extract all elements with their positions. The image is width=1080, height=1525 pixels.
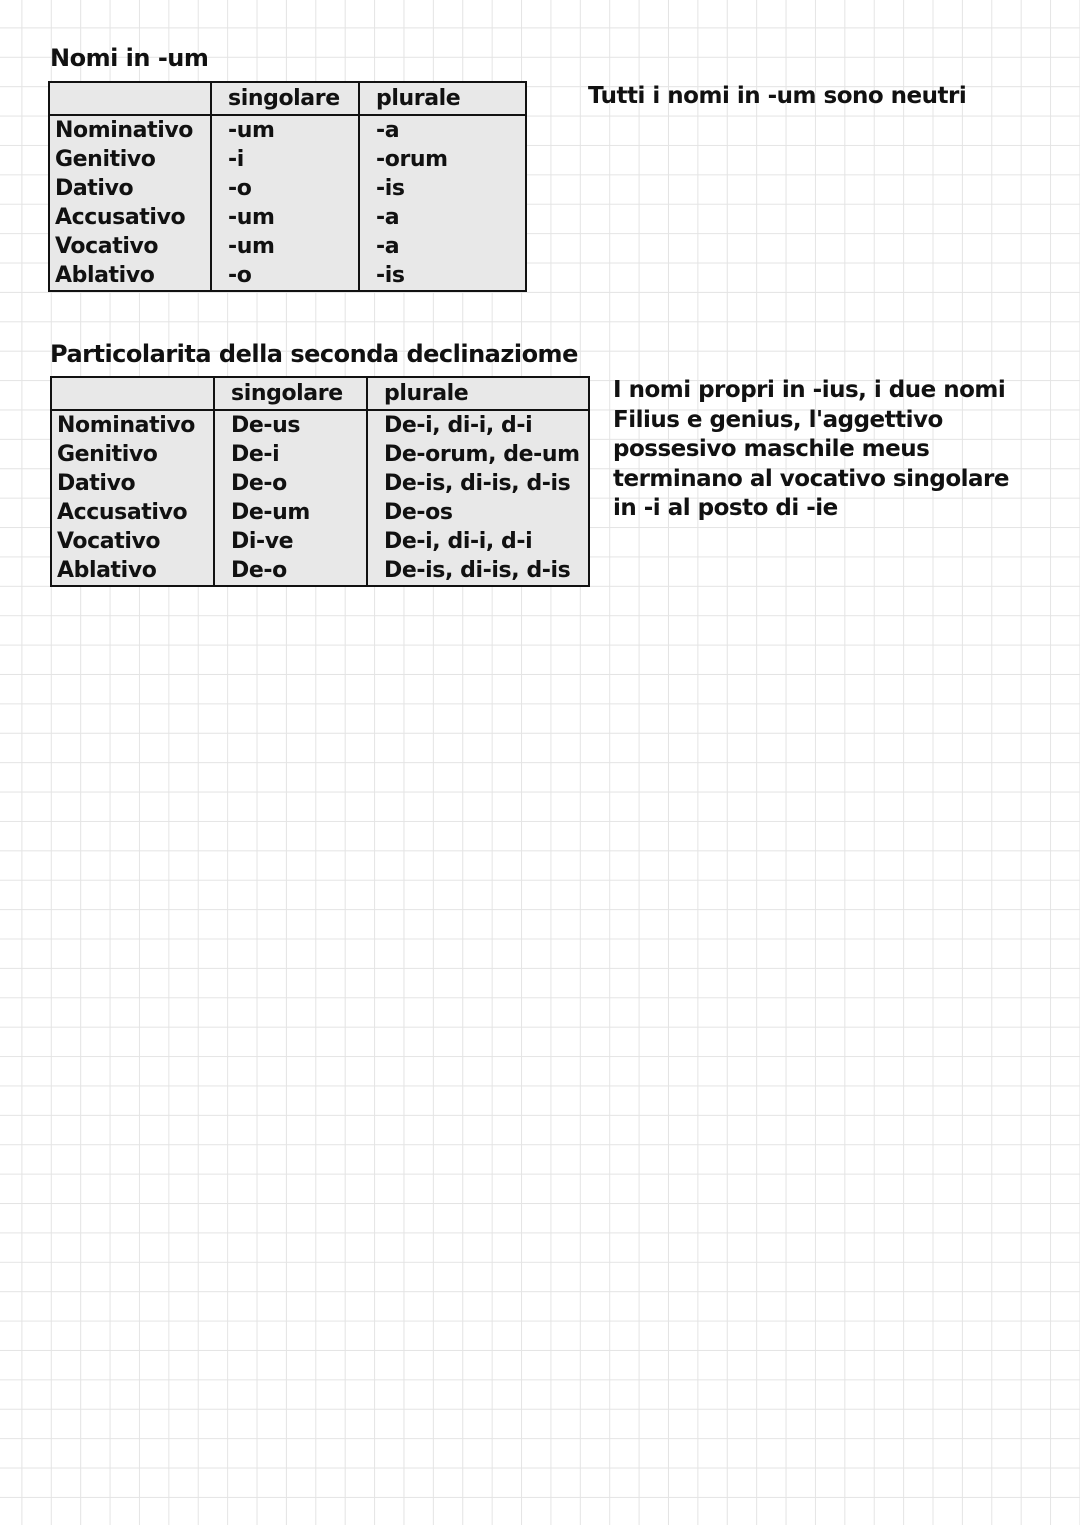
header-case bbox=[49, 82, 211, 115]
singular-form: De-i bbox=[214, 440, 367, 469]
table-row bbox=[49, 232, 526, 261]
plural-form: De-i, di-i, d-i bbox=[384, 528, 533, 554]
case-name: Ablativo bbox=[51, 556, 214, 586]
singular-form: Di-ve bbox=[214, 527, 367, 556]
singular-ending: -o bbox=[211, 174, 359, 203]
table-row bbox=[51, 440, 589, 469]
singular-ending: -o bbox=[211, 261, 359, 291]
note-nomi-neutri: Tutti i nomi in -um sono neutri bbox=[588, 83, 967, 109]
plural-ending: -orum bbox=[376, 146, 448, 172]
plural-form: De-orum, de-um bbox=[384, 441, 580, 467]
table-row bbox=[49, 203, 526, 232]
note-vocativo-ius: I nomi propri in -ius, i due nomi Filius e genius, l'aggettivo possesivo maschile meus terminano al vocativo singolare in -i al posto di -ie bbox=[613, 377, 1009, 521]
table-header-row bbox=[49, 82, 526, 115]
case-name: Genitivo bbox=[51, 440, 214, 469]
case-name: Dativo bbox=[49, 174, 211, 203]
singular-ending: -i bbox=[211, 145, 359, 174]
case-name: Vocativo bbox=[51, 527, 214, 556]
case-name: Vocativo bbox=[49, 232, 211, 261]
table-header-row bbox=[51, 377, 589, 410]
section-title-nomi-in-um: Nomi in -um bbox=[50, 44, 209, 72]
plural-form: De-is, di-is, d-is bbox=[384, 470, 571, 496]
case-name: Nominativo bbox=[51, 410, 214, 440]
declension-table-deus bbox=[50, 376, 590, 587]
table-row bbox=[51, 469, 589, 498]
plural-ending: -is bbox=[376, 262, 405, 288]
table-row bbox=[51, 527, 589, 556]
table-row bbox=[51, 410, 589, 440]
case-name: Accusativo bbox=[51, 498, 214, 527]
singular-form: De-o bbox=[214, 469, 367, 498]
singular-form: De-us bbox=[214, 410, 367, 440]
singular-form: De-o bbox=[214, 556, 367, 586]
plural-ending: -a bbox=[376, 233, 400, 259]
table-row bbox=[49, 174, 526, 203]
case-name: Genitivo bbox=[49, 145, 211, 174]
table-row bbox=[51, 556, 589, 586]
plural-form: De-i, di-i, d-i bbox=[384, 412, 533, 438]
table-row bbox=[49, 145, 526, 174]
header-singolare: singolare bbox=[214, 377, 367, 410]
plural-ending: -a bbox=[376, 204, 400, 230]
case-name: Accusativo bbox=[49, 203, 211, 232]
case-name: Nominativo bbox=[49, 115, 211, 145]
header-plurale: plurale bbox=[359, 82, 526, 115]
plural-ending: -is bbox=[376, 175, 405, 201]
header-plurale: plurale bbox=[367, 377, 589, 410]
case-name: Ablativo bbox=[49, 261, 211, 291]
plural-form: De-is, di-is, d-is bbox=[384, 557, 571, 583]
case-name: Dativo bbox=[51, 469, 214, 498]
header-case bbox=[51, 377, 214, 410]
table-row bbox=[49, 115, 526, 145]
singular-ending: -um bbox=[211, 203, 359, 232]
table-row bbox=[51, 498, 589, 527]
plural-ending: -a bbox=[376, 117, 400, 143]
section-title-particolarita: Particolarita della seconda declinaziome bbox=[50, 340, 578, 368]
singular-ending: -um bbox=[211, 232, 359, 261]
singular-form: De-um bbox=[214, 498, 367, 527]
table-row bbox=[49, 261, 526, 291]
plural-form: De-os bbox=[384, 499, 453, 525]
singular-ending: -um bbox=[211, 115, 359, 145]
declension-table-nomi-in-um bbox=[48, 81, 527, 292]
header-singolare: singolare bbox=[211, 82, 359, 115]
